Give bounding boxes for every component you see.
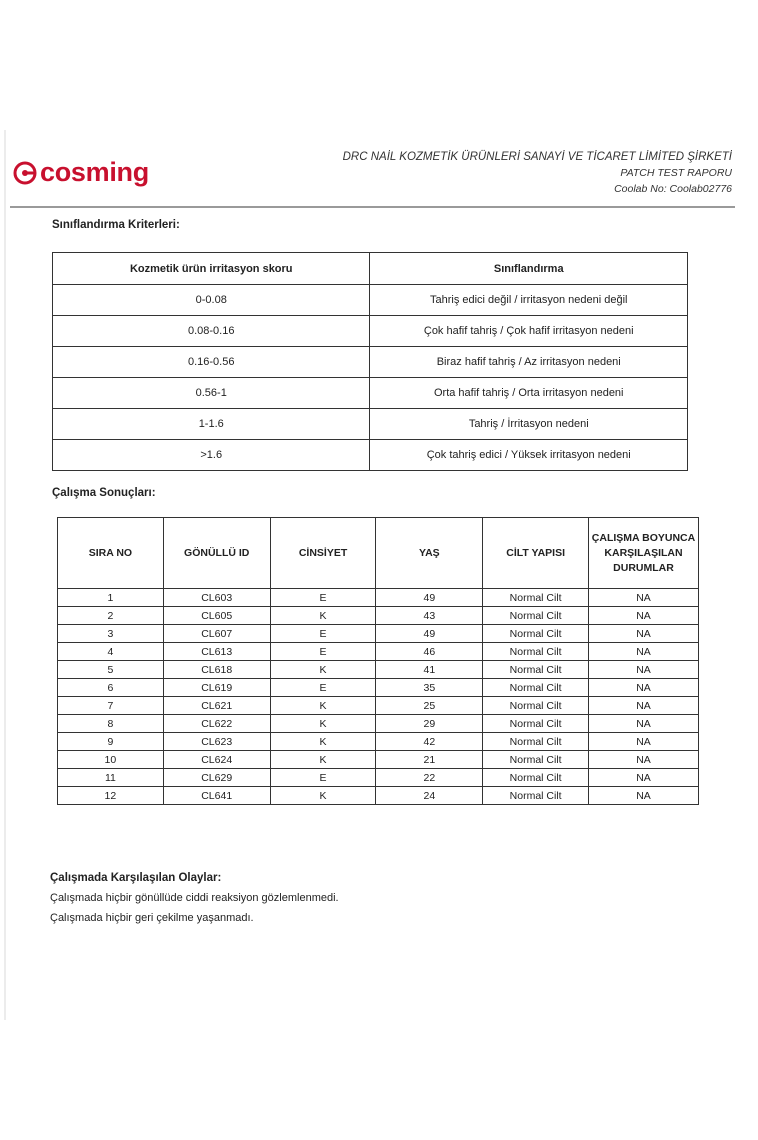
cell-skin-type: Normal Cilt bbox=[483, 715, 589, 733]
table-row bbox=[58, 697, 699, 715]
criteria-score: 0-0.08 bbox=[53, 285, 370, 316]
cell-gender: K bbox=[270, 787, 376, 805]
cell-events: NA bbox=[589, 733, 699, 751]
criteria-row bbox=[53, 409, 688, 440]
table-row bbox=[58, 589, 699, 607]
cell-events: NA bbox=[589, 661, 699, 679]
cell-volunteer-id: CL641 bbox=[163, 787, 270, 805]
criteria-row bbox=[53, 285, 688, 316]
cell-volunteer-id: CL605 bbox=[163, 607, 270, 625]
cell-events: NA bbox=[589, 715, 699, 733]
cell-gender: E bbox=[270, 589, 376, 607]
page-edge bbox=[4, 130, 6, 1020]
report-number: Coolab No: Coolab02776 bbox=[614, 183, 732, 195]
company-name: DRC NAİL KOZMETİK ÜRÜNLERİ SANAYİ VE TİCARET LİMİTED ŞİRKETİ bbox=[342, 151, 732, 163]
table-row bbox=[58, 661, 699, 679]
cell-gender: E bbox=[270, 643, 376, 661]
cell-events: NA bbox=[589, 751, 699, 769]
table-row bbox=[58, 625, 699, 643]
table-row bbox=[58, 787, 699, 805]
cell-gender: K bbox=[270, 715, 376, 733]
criteria-header-score: Kozmetik ürün irritasyon skoru bbox=[53, 253, 370, 285]
criteria-row bbox=[53, 378, 688, 409]
cell-skin-type: Normal Cilt bbox=[483, 589, 589, 607]
cell-events: NA bbox=[589, 697, 699, 715]
cell-volunteer-id: CL603 bbox=[163, 589, 270, 607]
cell-age: 25 bbox=[376, 697, 483, 715]
header-skin-type: CİLT YAPISI bbox=[483, 518, 589, 589]
criteria-table bbox=[52, 252, 688, 471]
cell-sira-no: 1 bbox=[58, 589, 164, 607]
results-body bbox=[58, 589, 699, 805]
cell-skin-type: Normal Cilt bbox=[483, 661, 589, 679]
criteria-class: Biraz hafif tahriş / Az irritasyon nedeni bbox=[370, 347, 688, 378]
cell-volunteer-id: CL624 bbox=[163, 751, 270, 769]
cell-gender: K bbox=[270, 607, 376, 625]
cell-gender: K bbox=[270, 661, 376, 679]
cell-age: 24 bbox=[376, 787, 483, 805]
cell-skin-type: Normal Cilt bbox=[483, 607, 589, 625]
cell-skin-type: Normal Cilt bbox=[483, 679, 589, 697]
table-row bbox=[58, 643, 699, 661]
notes-line: Çalışmada hiçbir geri çekilme yaşanmadı. bbox=[50, 912, 254, 924]
cell-sira-no: 7 bbox=[58, 697, 164, 715]
cell-gender: K bbox=[270, 733, 376, 751]
cell-gender: K bbox=[270, 751, 376, 769]
cell-volunteer-id: CL607 bbox=[163, 625, 270, 643]
cosming-logo bbox=[12, 157, 149, 188]
cell-volunteer-id: CL618 bbox=[163, 661, 270, 679]
cell-events: NA bbox=[589, 589, 699, 607]
cell-sira-no: 6 bbox=[58, 679, 164, 697]
header-gender: CİNSİYET bbox=[270, 518, 376, 589]
cell-events: NA bbox=[589, 679, 699, 697]
table-row bbox=[58, 769, 699, 787]
cell-events: NA bbox=[589, 769, 699, 787]
cell-skin-type: Normal Cilt bbox=[483, 625, 589, 643]
cell-skin-type: Normal Cilt bbox=[483, 733, 589, 751]
header-volunteer-id: GÖNÜLLÜ ID bbox=[163, 518, 270, 589]
cell-age: 46 bbox=[376, 643, 483, 661]
cell-age: 22 bbox=[376, 769, 483, 787]
logo-text: cosming bbox=[40, 157, 149, 187]
cell-gender: K bbox=[270, 697, 376, 715]
cell-skin-type: Normal Cilt bbox=[483, 697, 589, 715]
cell-volunteer-id: CL629 bbox=[163, 769, 270, 787]
criteria-class: Çok hafif tahriş / Çok hafif irritasyon nedeni bbox=[370, 316, 688, 347]
cell-age: 43 bbox=[376, 607, 483, 625]
cell-sira-no: 3 bbox=[58, 625, 164, 643]
criteria-score: 0.56-1 bbox=[53, 378, 370, 409]
cell-skin-type: Normal Cilt bbox=[483, 643, 589, 661]
cell-sira-no: 4 bbox=[58, 643, 164, 661]
criteria-score: 0.08-0.16 bbox=[53, 316, 370, 347]
cell-volunteer-id: CL619 bbox=[163, 679, 270, 697]
cell-events: NA bbox=[589, 643, 699, 661]
criteria-row bbox=[53, 347, 688, 378]
cell-age: 42 bbox=[376, 733, 483, 751]
cell-gender: E bbox=[270, 769, 376, 787]
criteria-score: 1-1.6 bbox=[53, 409, 370, 440]
cell-sira-no: 11 bbox=[58, 769, 164, 787]
cell-gender: E bbox=[270, 679, 376, 697]
criteria-score: >1.6 bbox=[53, 440, 370, 471]
report-type: PATCH TEST RAPORU bbox=[620, 167, 732, 179]
cell-events: NA bbox=[589, 625, 699, 643]
cell-volunteer-id: CL623 bbox=[163, 733, 270, 751]
cell-age: 21 bbox=[376, 751, 483, 769]
cell-events: NA bbox=[589, 787, 699, 805]
header-sira-no: SIRA NO bbox=[58, 518, 164, 589]
cosming-logo-icon bbox=[12, 160, 38, 186]
header-events: ÇALIŞMA BOYUNCA KARŞILAŞILAN DURUMLAR bbox=[589, 518, 699, 589]
criteria-class: Tahriş edici değil / irritasyon nedeni değil bbox=[370, 285, 688, 316]
criteria-score: 0.16-0.56 bbox=[53, 347, 370, 378]
table-row bbox=[58, 733, 699, 751]
table-row bbox=[58, 607, 699, 625]
cell-skin-type: Normal Cilt bbox=[483, 769, 589, 787]
cell-age: 41 bbox=[376, 661, 483, 679]
cell-sira-no: 5 bbox=[58, 661, 164, 679]
cell-sira-no: 12 bbox=[58, 787, 164, 805]
cell-age: 35 bbox=[376, 679, 483, 697]
cell-sira-no: 2 bbox=[58, 607, 164, 625]
cell-sira-no: 10 bbox=[58, 751, 164, 769]
cell-age: 49 bbox=[376, 589, 483, 607]
header-age: YAŞ bbox=[376, 518, 483, 589]
results-table bbox=[57, 517, 699, 805]
header-divider bbox=[10, 206, 735, 208]
notes-line: Çalışmada hiçbir gönüllüde ciddi reaksiyon gözlemlenmedi. bbox=[50, 892, 339, 904]
table-row bbox=[58, 715, 699, 733]
results-title: Çalışma Sonuçları: bbox=[52, 487, 156, 499]
cell-gender: E bbox=[270, 625, 376, 643]
table-row bbox=[58, 751, 699, 769]
cell-skin-type: Normal Cilt bbox=[483, 787, 589, 805]
criteria-header-row bbox=[53, 253, 688, 285]
results-header-row bbox=[58, 518, 699, 589]
cell-sira-no: 8 bbox=[58, 715, 164, 733]
cell-volunteer-id: CL621 bbox=[163, 697, 270, 715]
cell-volunteer-id: CL622 bbox=[163, 715, 270, 733]
criteria-class: Çok tahriş edici / Yüksek irritasyon nedeni bbox=[370, 440, 688, 471]
criteria-class: Orta hafif tahriş / Orta irritasyon nedeni bbox=[370, 378, 688, 409]
company-info bbox=[343, 149, 732, 197]
cell-age: 29 bbox=[376, 715, 483, 733]
criteria-row bbox=[53, 440, 688, 471]
cell-age: 49 bbox=[376, 625, 483, 643]
notes-section bbox=[50, 868, 339, 928]
criteria-row bbox=[53, 316, 688, 347]
cell-skin-type: Normal Cilt bbox=[483, 751, 589, 769]
criteria-header-class: Sınıflandırma bbox=[370, 253, 688, 285]
cell-volunteer-id: CL613 bbox=[163, 643, 270, 661]
table-row bbox=[58, 679, 699, 697]
notes-title: Çalışmada Karşılaşılan Olaylar: bbox=[50, 872, 222, 884]
cell-sira-no: 9 bbox=[58, 733, 164, 751]
criteria-class: Tahriş / İrritasyon nedeni bbox=[370, 409, 688, 440]
report-header bbox=[12, 145, 732, 207]
criteria-title: Sınıflandırma Kriterleri: bbox=[52, 219, 180, 231]
cell-events: NA bbox=[589, 607, 699, 625]
